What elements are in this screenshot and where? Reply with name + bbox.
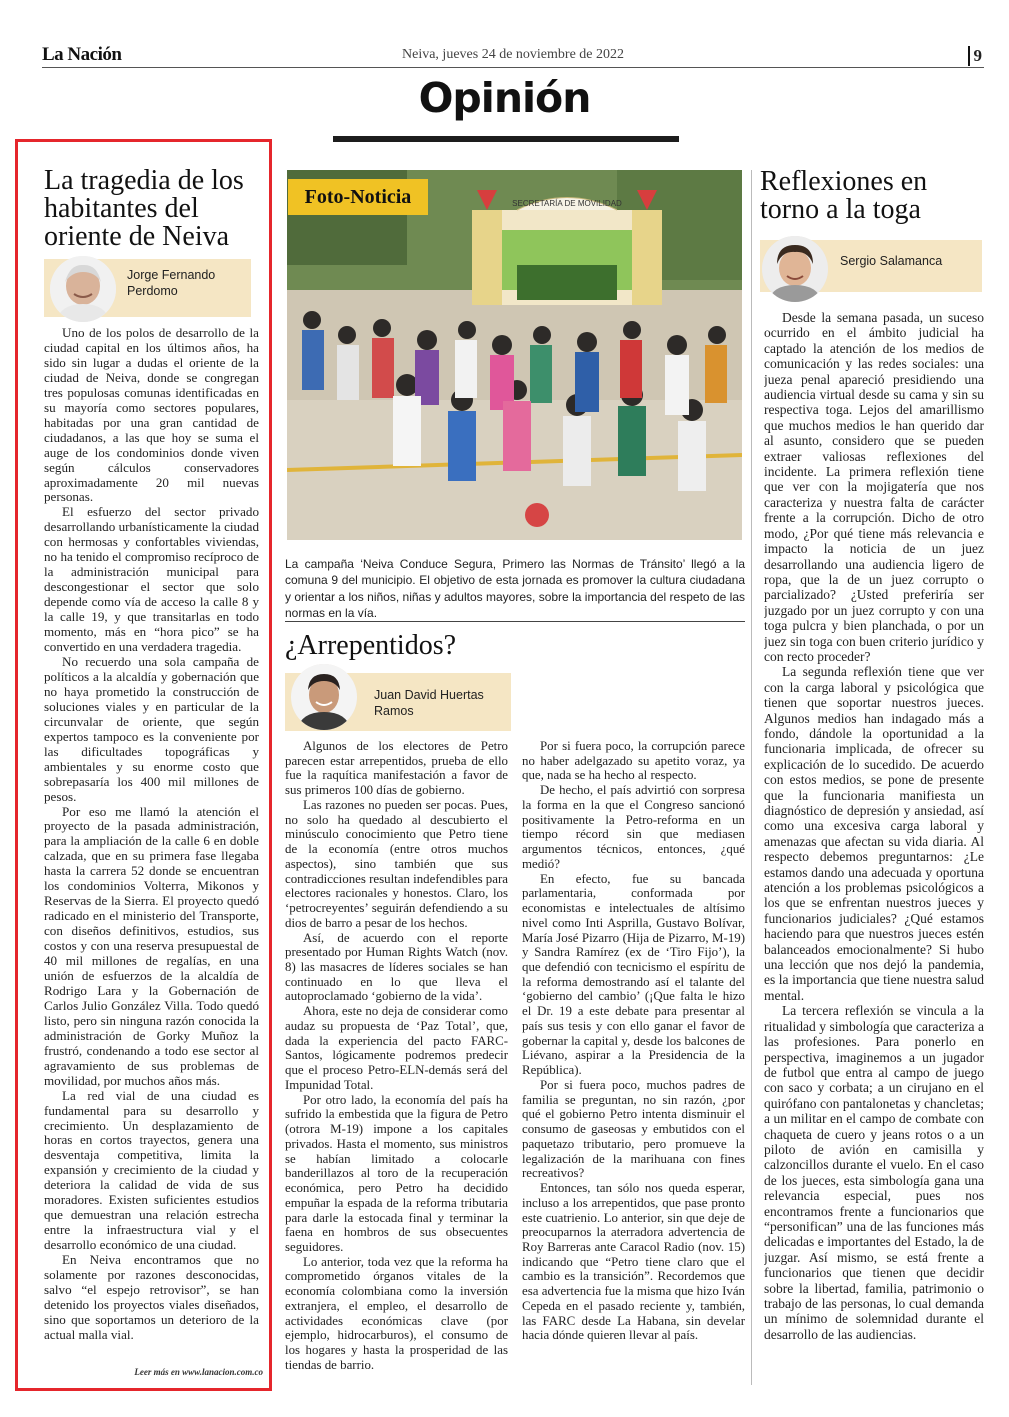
paragraph: Uno de los polos de desarrollo de la ciudad capital en los últimos años, ha sido sin lugar a dudas el oriente de la ciudad de Neiva, donde se congregan tres populosas comunas identificadas en su mayoría como sectores populares, habitadas por una gran cantidad de ciudadanos, a las que hoy se suma el auge de los condominios donde viven según cálculos conservadores aproximadamente 20 mil nuevas personas.: [44, 326, 259, 505]
author-name-reflexiones: Sergio Salamanca: [840, 254, 943, 268]
newspaper-logo: La Nación: [42, 44, 122, 65]
paragraph: Las razones no pueden ser pocas. Pues, no solo ha quedado al descubierto el minúsculo conocimiento que Petro tiene de la economía (entre otros muchos aspectos), sino también que sus contradicciones resultan indefendibles para electores racionales y honestos. Claro, los ‘petrocreyentes’ seguirán defendiendo a su dios de barro a pesar de los hechos.: [285, 797, 508, 930]
paragraph: Lo anterior, toda vez que la reforma ha comprometido órganos vitales de la economía colombiana como la inversión extranjera, el empleo, el desarrollo de actividades económicas clave (por ejemplo, hidrocarburos), el consumo de los hogares y hasta la prosperidad de las tiendas de barrio.: [285, 1254, 508, 1372]
paragraph: Por otro lado, la economía del país ha sufrido la embestida que la figura de Petro (otrora M-19) impone a los capitales privados. Hasta el momento, sus ministros se habían limitado a colocarle banderillazos al toro de la recuperación económica, pero Petro ha decidido empuñar la espada de la reforma tributaria para darle la estocada final y terminar la faena en hombros de sus obsecuentes seguidores.: [285, 1092, 508, 1254]
author-photo-arrepentidos: [291, 664, 357, 730]
paragraph: Por eso me llamó la atención el proyecto de la pasada administración, para la ampliación de la calle 6 en doble calzada, que en su primera fase llegaba hasta la carrera 52 donde se encuentran los condominios Volterra, Mikonos y Reservas de la Sierra. El proyecto quedó radicado en el ministerio del Transporte, con diseños definitivos, estudios, sus costos y con una reserva presupuestal de 40 mil millones de regalías, en una unión de esfuerzos de la alcaldía de Rodrigo Lara y la Gobernación de Carlos Julio González Villa. Todo quedó listo, pero sin ninguna razón conocida la administración de Gorky Muñoz la frustró, condenando a todo ese sector al agravamiento de sus problemas de movilidad, por muchos años más.: [44, 803, 259, 1088]
paragraph: En Neiva encontramos que no solamente por razones desconocidas, salvo “el espejo retrovisor”, se han detenido los proyectos viales diseñados, sino que soportamos un deterioro de la actual malla vial.: [44, 1252, 259, 1342]
caption-divider: [285, 621, 745, 622]
paragraph: El esfuerzo del sector privado desarrollando urbanísticamente la ciudad con hermosas y confortables viviendas, no ha tenido el compromiso recíproco de la administración municipal para descongestionar el sector que solo depende como vía de acceso la calle 8 y la calle 19, y que transitarlas en todo momento, más en “hora pico” se ha convertido en una verdadera tragedia.: [44, 504, 259, 655]
foto-noticia-tag: Foto-Noticia: [288, 179, 428, 215]
paragraph: Desde la semana pasada, un suceso ocurrido en el ámbito judicial ha captado la atención de los medios de comunicación y las redes sociales: una jueza penal apareció presidiendo una audiencia virtual desde su cama y sin su respectiva toga. Lejos del amarillismo que muchos medios le han querido dar al asunto, considero que se pueden extraer valiosas reflexiones del incidente. La primera reflexión tiene que ver con la mojigatería que nos caracteriza y nuestra falta de carácter frente a la corrupción. Dicho de otro modo, ¿Por qué tiene más relevancia e impacto la noticia de un juez desarrollando una audiencia ligero de ropa, que la de un juez corrupto o parcializado? ¿Usted preferiría ser juzgado por un juez corrupto y con una toga pulcra y bien planchada, o por un juez sin toga con buen criterio jurídico y con recto proceder?: [764, 310, 984, 664]
paragraph: Entonces, tan sólo nos queda esperar, incluso a los arrepentidos, que pase pronto este cuatrienio. Lo anterior, sin que deje de preocuparnos la aterradora advertencia de Roy Barreras ante Caracol Radio (nov. 15) indicando que “Petro tiene claro que el cambio es la transición”. Recordemos que esa advertencia fue la misma que hizo Iván Cepeda en el pasado reciente y, también, las FARC desde La Habana, sin develar hacia dónde quieren llevar al país.: [522, 1181, 745, 1343]
author-name-arrepentidos: Juan David Huertas Ramos: [374, 688, 484, 718]
column-divider: [751, 170, 752, 1385]
paragraph: La segunda reflexión tiene que ver con la carga laboral y psicológica que tienen que soportar nuestros jueces. Algunos medios han indagado más a fondo, dándole la oportunidad a la funcionaria implicada, de ofrecer su explicación de lo sucedido. De acuerdo con estos medios, se pone de presente que la funcionaria manifiesta un diagnóstico de depresión y ansiedad, así como una excesiva carga laboral y amenazas que afectan su vida diaria. Al respecto debemos preguntarnos: ¿Le estamos dando una adecuada y oportuna atención a los problemas psicológicos a los que se enfrentan nuestros jueces y funcionarios judiciales? ¿Qué estamos haciendo para que nuestros jueces estén balanceados emocionalmente? Si hubo una lección que nos dejó la pandemia, es la importancia que tiene nuestra salud mental.: [764, 664, 984, 1003]
author-photo-tragedia: [50, 256, 116, 322]
children-playground-photo-icon: [287, 170, 742, 540]
author-name-tragedia: Jorge Fernando Perdomo: [127, 268, 216, 298]
article-body-arrepentidos: [285, 739, 745, 1381]
author-photo-reflexiones: [762, 236, 828, 302]
portrait-icon: [50, 256, 116, 322]
read-more-link[interactable]: Leer más en www.lanacion.com.co: [134, 1367, 263, 1377]
paragraph: Ahora, este no deja de considerar como audaz su propuesta de ‘Paz Total’, que, dada la experiencia del pacto FARC-Santos, lógicamente podremos predecir que el proceso Petro-ELN-demás será del Impunidad Total.: [285, 1004, 508, 1092]
paragraph: Algunos de los electores de Petro parecen estar arrepentidos, prueba de ello fue la raquítica manifestación a favor de sus primeros 100 días de gobierno.: [285, 739, 508, 798]
article-headline-tragedia: La tragedia de los habitantes del oriente de Neiva: [44, 165, 244, 252]
page-number: 9: [968, 46, 983, 66]
article-headline-arrepentidos: ¿Arrepentidos?: [285, 630, 457, 661]
sign-text: SECRETARÍA DE MOVILIDAD: [512, 199, 622, 208]
news-photo: [287, 170, 742, 540]
section-title-rule: [333, 136, 679, 142]
paragraph: En efecto, fue su bancada parlamentaria, conformada por economistas e intelectuales de altísimo nivel como Inti Asprilla, Gustavo Bolívar, María José Pizarro (Hija de Pizarro, M-19) y Sandra Ramírez (ex de ‘Tiro Fijo’), la que defendió con tecnicismo el espíritu de la reforma demostrando así el talante del ‘gobierno del cambio’ (¡Que falta le hizo el Dr. 19 a este debate para presentar al país sus tesis y con ello ganar el favor de gobernar la capital y, desde los balcones de Liévano, aspirar a la Presidencia de la República).: [522, 871, 745, 1078]
dateline: Neiva, jueves 24 de noviembre de 2022: [402, 47, 624, 62]
paragraph: La red vial de una ciudad es fundamental para su desarrollo y crecimiento. Un desplazamiento de horas en cortos trayectos, genera una desventaja competitiva, limita la expansión y crecimiento de la ciudad y deteriora la calidad de vida de sus moradores. Existen suficientes estudios que demuestran una relación estrecha entre la infraestructura vial y el desarrollo económico de una ciudad.: [44, 1087, 259, 1253]
section-title: Opinión: [418, 74, 591, 122]
photo-caption: La campaña ‘Neiva Conduce Segura, Primero las Normas de Tránsito’ llegó a la comuna 9 del municipio. El objetivo de esta jornada es promover la cultura ciudadana y orientar a los niños, niñas y adultos mayores, sobre la importancia del respeto de las normas en la vía.: [285, 557, 745, 620]
paragraph: Por si fuera poco, muchos padres de familia se preguntan, no sin razón, ¿por qué el gobierno Petro intenta disminuir el consumo de gaseosas y embutidos con el paquetazo tributario, pero promueve la legalización de la marihuana con fines recreativos?: [522, 1077, 745, 1181]
paragraph: La tercera reflexión se vincula a la ritualidad y simbología que caracteriza a las profesiones. Para ponerlo en perspectiva, imaginemos a un jugador de futbol que entra al campo de juego con saco y corbata; a un cirujano en el quirófano con pantalonetas y chancletas; a un militar en el campo de combate con chaqueta de cuero y jeans rotos o a un piloto de avión en camisilla y calzoncillos durante el vuelo. En el caso de los jueces, esta simbología gana una relevancia especial, pues nos encontramos frente a funcionarios que “personifican” una de las funciones más delicadas e importantes del Estado, la de juzgar. Así mismo, se está frente a funcionarios que tienen que decidir sobre la libertad, familia, patrimonio o trabajo de las personas, lo cual demanda un mínimo de solemnidad durante el desarrollo de las audiencias.: [764, 1003, 984, 1342]
paragraph: No recuerdo una sola campaña de políticos a la alcaldía y gobernación que no haya prometido la construcción de soluciones viales y en particular de la circunvalar de oriente, que según expertos tampoco es la conveniente por las dificultades topográficas y ambientales y su enorme costo que sobrepasaría los 400 mil millones de pesos.: [44, 653, 259, 804]
article-headline-reflexiones: Reflexiones en torno a la toga: [760, 166, 928, 225]
article-body-tragedia: [44, 326, 259, 1366]
paragraph: De hecho, el país advirtió con sorpresa la forma en la que el Congreso sancionó positivamente la Petro-reforma en un tiempo récord sin que mediasen argumentos técnicos, entonces, ¿qué medió?: [522, 783, 745, 871]
masthead: [42, 44, 984, 68]
article-body-reflexiones: [764, 310, 984, 1382]
portrait-icon: [762, 236, 828, 302]
portrait-icon: [291, 664, 357, 730]
paragraph: Por si fuera poco, la corrupción parece no haber adelgazado su apetito voraz, ya que, nada se ha hecho al respecto.: [522, 739, 745, 783]
paragraph: Así, de acuerdo con el reporte presentado por Human Rights Watch (nov. 8) las masacres de líderes sociales se han continuado en lo que lleva el autoproclamado ‘gobierno de la vida’.: [285, 930, 508, 1004]
